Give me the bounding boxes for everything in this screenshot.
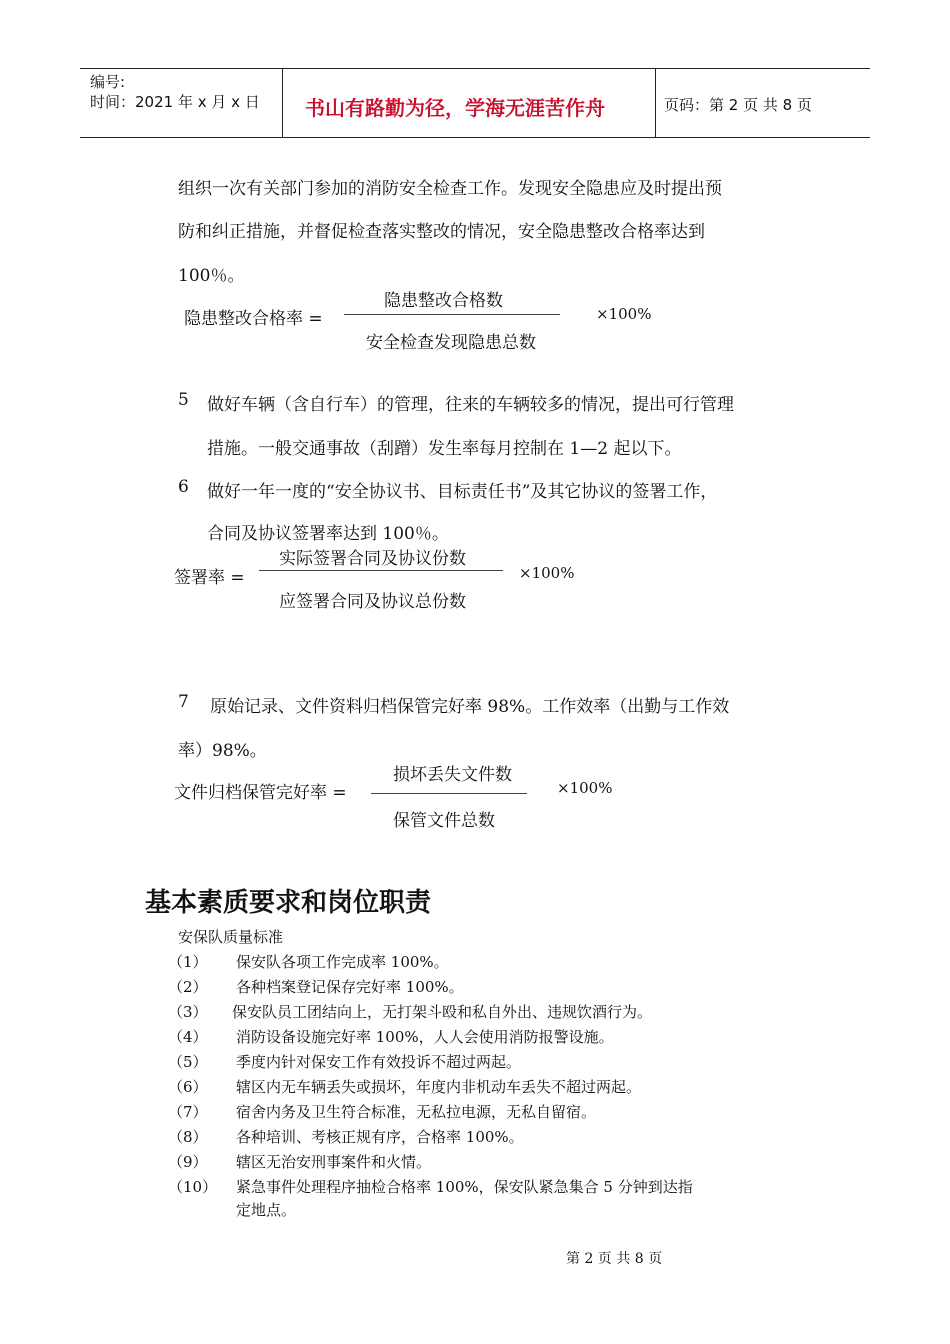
formula-multiplier: ×100% (596, 305, 652, 323)
item-line: 合同及协议签署率达到 100％。 (207, 524, 449, 544)
list-item: 各种培训、考核正规有序，合格率 100%。 (236, 1128, 524, 1146)
header-motto: 书山有路勤为径，学海无涯苦作舟 (305, 96, 605, 120)
list-item: 紧急事件处理程序抽检合格率 100%，保安队紧急集合 5 分钟到达指 (236, 1178, 693, 1196)
page-footer: 第 2 页 共 8 页 (566, 1251, 663, 1267)
paragraph-line: 100％。 (178, 266, 245, 286)
fraction-line (371, 793, 527, 794)
list-item-number: （6） (168, 1078, 208, 1096)
list-item-number: （8） (168, 1128, 208, 1146)
section-subheading: 安保队质量标准 (178, 928, 284, 946)
list-item-number: （4） (168, 1028, 208, 1046)
list-item-continuation: 定地点。 (236, 1201, 297, 1219)
formula-denominator: 安全检查发现隐患总数 (366, 333, 536, 353)
formula-lhs: 签署率 = (174, 568, 245, 588)
list-item: 保安队员工团结向上，无打架斗殴和私自外出、违规饮酒行为。 (232, 1003, 653, 1021)
item-number: 6 (178, 477, 189, 497)
list-item: 辖区无治安刑事案件和火情。 (236, 1153, 432, 1171)
formula-lhs: 文件归档保管完好率 = (174, 783, 347, 803)
list-item: 各种档案登记保存完好率 100%。 (236, 978, 464, 996)
paragraph-line: 组织一次有关部门参加的消防安全检查工作。发现安全隐患应及时提出预 (178, 179, 722, 199)
item-number: 7 (178, 692, 189, 712)
header-meta (90, 69, 280, 137)
item-line: 原始记录、文件资料归档保管完好率 98%。工作效率（出勤与工作效 (210, 697, 730, 717)
formula-multiplier: ×100% (519, 564, 575, 582)
header-page-cell (664, 69, 870, 137)
list-item: 保安队各项工作完成率 100%。 (236, 953, 449, 971)
section-heading: 基本素质要求和岗位职责 (145, 888, 432, 918)
list-item-number: （7） (168, 1103, 208, 1121)
page-header (80, 68, 870, 138)
list-item: 消防设备设施完好率 100%，人人会使用消防报警设施。 (236, 1028, 614, 1046)
list-item: 辖区内无车辆丢失或损坏，年度内非机动车丢失不超过两起。 (236, 1078, 642, 1096)
formula-numerator: 损坏丢失文件数 (393, 765, 512, 785)
item-number: 5 (178, 390, 189, 410)
list-item-number: （9） (168, 1153, 208, 1171)
list-item: 宿舍内务及卫生符合标准，无私拉电源，无私自留宿。 (236, 1103, 597, 1121)
list-item-number: （10） (168, 1178, 218, 1196)
item-line: 做好一年一度的“安全协议书、目标责任书”及其它协议的签署工作， (207, 482, 718, 502)
item-line: 措施。一般交通事故（刮蹭）发生率每月控制在 1—2 起以下。 (207, 439, 682, 459)
document-code-label: 编号: (90, 73, 126, 91)
list-item-number: （2） (168, 978, 208, 996)
list-item-number: （1） (168, 953, 208, 971)
formula-lhs: 隐患整改合格率 = (184, 309, 323, 329)
header-page-info: 页码：第 2 页 共 8 页 (664, 96, 812, 114)
list-item: 季度内针对保安工作有效投诉不超过两起。 (236, 1053, 522, 1071)
formula-numerator: 隐患整改合格数 (384, 291, 503, 311)
formula-multiplier: ×100% (557, 779, 613, 797)
formula-denominator: 保管文件总数 (393, 811, 495, 831)
formula-numerator: 实际签署合同及协议份数 (279, 549, 466, 569)
fraction-line (259, 570, 503, 571)
header-motto-cell (282, 69, 656, 137)
document-date-label: 时间：2021 年 x 月 x 日 (90, 93, 260, 111)
item-line: 率）98%。 (178, 741, 267, 761)
paragraph-line: 防和纠正措施，并督促检查落实整改的情况，安全隐患整改合格率达到 (178, 222, 705, 242)
list-item-number: （3） (168, 1003, 208, 1021)
formula-denominator: 应签署合同及协议总份数 (279, 592, 466, 612)
item-line: 做好车辆（含自行车）的管理，往来的车辆较多的情况，提出可行管理 (207, 395, 734, 415)
list-item-number: （5） (168, 1053, 208, 1071)
fraction-line (344, 314, 560, 315)
